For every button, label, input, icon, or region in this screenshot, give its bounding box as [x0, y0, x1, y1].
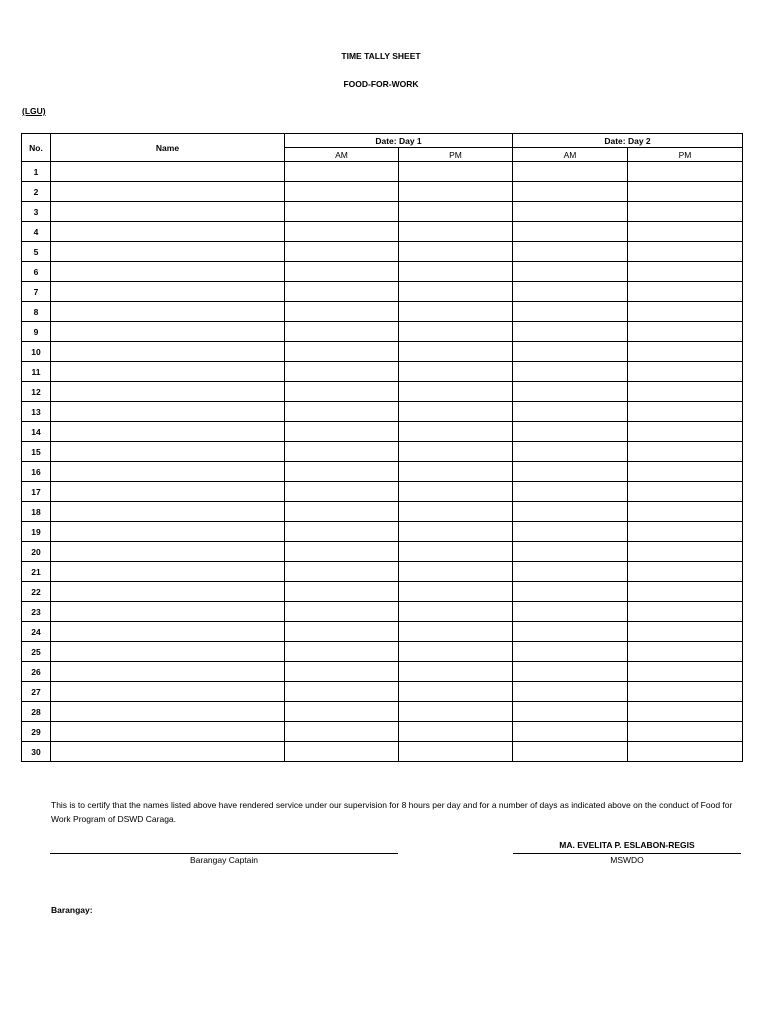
name-cell[interactable]	[51, 422, 285, 442]
row-number: 8	[22, 302, 51, 322]
day2-pm-cell[interactable]	[628, 262, 743, 282]
day2-am-cell[interactable]	[513, 182, 628, 202]
day1-am-cell[interactable]	[285, 442, 399, 462]
table-row	[22, 402, 743, 422]
day1-pm-cell[interactable]	[399, 342, 513, 362]
column-header-day1-am: AM	[285, 148, 399, 162]
day1-pm-cell[interactable]	[399, 442, 513, 462]
table-row	[22, 302, 743, 322]
day2-pm-cell[interactable]	[628, 482, 743, 502]
name-cell[interactable]	[51, 722, 285, 742]
name-cell[interactable]	[51, 402, 285, 422]
row-number: 18	[22, 502, 51, 522]
row-number: 19	[22, 522, 51, 542]
day1-am-cell[interactable]	[285, 342, 399, 362]
day1-pm-cell[interactable]	[399, 502, 513, 522]
day2-am-cell[interactable]	[513, 342, 628, 362]
day1-am-cell[interactable]	[285, 602, 399, 622]
name-cell[interactable]	[51, 642, 285, 662]
name-cell[interactable]	[51, 662, 285, 682]
mswdo-label: MSWDO	[610, 855, 644, 865]
name-cell[interactable]	[51, 182, 285, 202]
name-cell[interactable]	[51, 322, 285, 342]
day2-am-cell[interactable]	[513, 562, 628, 582]
day2-pm-cell[interactable]	[628, 242, 743, 262]
table-row	[22, 502, 743, 522]
day1-am-cell[interactable]	[285, 702, 399, 722]
day2-pm-cell[interactable]	[628, 322, 743, 342]
mswdo-signature-line	[513, 853, 741, 854]
day2-am-cell[interactable]	[513, 242, 628, 262]
day2-am-cell[interactable]	[513, 362, 628, 382]
row-number: 17	[22, 482, 51, 502]
name-cell[interactable]	[51, 542, 285, 562]
day2-pm-cell[interactable]	[628, 742, 743, 762]
day2-am-cell[interactable]	[513, 602, 628, 622]
day2-pm-cell[interactable]	[628, 502, 743, 522]
day1-am-cell[interactable]	[285, 462, 399, 482]
day2-pm-cell[interactable]	[628, 402, 743, 422]
day1-am-cell[interactable]	[285, 282, 399, 302]
table-row	[22, 382, 743, 402]
day2-pm-cell[interactable]	[628, 662, 743, 682]
name-cell[interactable]	[51, 502, 285, 522]
day1-pm-cell[interactable]	[399, 362, 513, 382]
day1-am-cell[interactable]	[285, 182, 399, 202]
name-cell[interactable]	[51, 522, 285, 542]
day1-pm-cell[interactable]	[399, 422, 513, 442]
row-number: 21	[22, 562, 51, 582]
day1-am-cell[interactable]	[285, 242, 399, 262]
day1-pm-cell[interactable]	[399, 222, 513, 242]
table-row	[22, 722, 743, 742]
name-cell[interactable]	[51, 362, 285, 382]
name-cell[interactable]	[51, 342, 285, 362]
document-title: TIME TALLY SHEET	[341, 51, 421, 61]
day1-am-cell[interactable]	[285, 562, 399, 582]
day2-pm-cell[interactable]	[628, 202, 743, 222]
day1-pm-cell[interactable]	[399, 742, 513, 762]
table-row	[22, 182, 743, 202]
row-number: 28	[22, 702, 51, 722]
day1-pm-cell[interactable]	[399, 322, 513, 342]
column-header-no: No.	[22, 134, 51, 162]
day1-pm-cell[interactable]	[399, 262, 513, 282]
row-number: 15	[22, 442, 51, 462]
name-cell[interactable]	[51, 442, 285, 462]
day2-pm-cell[interactable]	[628, 562, 743, 582]
row-number: 3	[22, 202, 51, 222]
day2-am-cell[interactable]	[513, 422, 628, 442]
name-cell[interactable]	[51, 622, 285, 642]
day2-am-cell[interactable]	[513, 582, 628, 602]
day2-am-cell[interactable]	[513, 302, 628, 322]
mswdo-name: MA. EVELITA P. ESLABON-REGIS	[559, 840, 695, 850]
row-number: 4	[22, 222, 51, 242]
day2-am-cell[interactable]	[513, 682, 628, 702]
day1-pm-cell[interactable]	[399, 462, 513, 482]
row-number: 9	[22, 322, 51, 342]
row-number: 5	[22, 242, 51, 262]
day2-am-cell[interactable]	[513, 202, 628, 222]
row-number: 12	[22, 382, 51, 402]
day1-am-cell[interactable]	[285, 382, 399, 402]
row-number: 27	[22, 682, 51, 702]
day2-am-cell[interactable]	[513, 622, 628, 642]
day1-am-cell[interactable]	[285, 662, 399, 682]
table-row	[22, 202, 743, 222]
day2-am-cell[interactable]	[513, 462, 628, 482]
table-row	[22, 282, 743, 302]
row-number: 20	[22, 542, 51, 562]
day2-pm-cell[interactable]	[628, 362, 743, 382]
name-cell[interactable]	[51, 302, 285, 322]
document-subtitle: FOOD-FOR-WORK	[343, 79, 419, 89]
day2-am-cell[interactable]	[513, 722, 628, 742]
day1-am-cell[interactable]	[285, 362, 399, 382]
day1-pm-cell[interactable]	[399, 582, 513, 602]
name-cell[interactable]	[51, 202, 285, 222]
row-number: 30	[22, 742, 51, 762]
name-cell[interactable]	[51, 462, 285, 482]
day2-pm-cell[interactable]	[628, 642, 743, 662]
day1-am-cell[interactable]	[285, 682, 399, 702]
table-row	[22, 222, 743, 242]
day1-am-cell[interactable]	[285, 202, 399, 222]
certification-text: This is to certify that the names listed above have rendered service under our supervision for 8 hours per day and for a number of days as indicated above on the conduct of Food for Work Program of DSWD Caraga.	[51, 800, 733, 824]
name-cell[interactable]	[51, 262, 285, 282]
day1-am-cell[interactable]	[285, 262, 399, 282]
day2-am-cell[interactable]	[513, 262, 628, 282]
day1-pm-cell[interactable]	[399, 642, 513, 662]
day2-pm-cell[interactable]	[628, 602, 743, 622]
tally-body	[22, 162, 743, 762]
day1-pm-cell[interactable]	[399, 662, 513, 682]
column-header-day2: Date: Day 2	[513, 134, 743, 148]
day2-am-cell[interactable]	[513, 542, 628, 562]
row-number: 1	[22, 162, 51, 182]
row-number: 25	[22, 642, 51, 662]
day2-am-cell[interactable]	[513, 522, 628, 542]
table-row	[22, 422, 743, 442]
table-row	[22, 322, 743, 342]
name-cell[interactable]	[51, 482, 285, 502]
day2-pm-cell[interactable]	[628, 162, 743, 182]
day1-pm-cell[interactable]	[399, 542, 513, 562]
tally-table	[21, 133, 743, 762]
day2-pm-cell[interactable]	[628, 462, 743, 482]
table-row	[22, 562, 743, 582]
name-cell[interactable]	[51, 602, 285, 622]
table-row	[22, 542, 743, 562]
day1-am-cell[interactable]	[285, 622, 399, 642]
day1-am-cell[interactable]	[285, 742, 399, 762]
row-number: 13	[22, 402, 51, 422]
day1-am-cell[interactable]	[285, 422, 399, 442]
day2-pm-cell[interactable]	[628, 342, 743, 362]
column-header-day1-pm: PM	[399, 148, 513, 162]
day2-am-cell[interactable]	[513, 502, 628, 522]
day2-pm-cell[interactable]	[628, 582, 743, 602]
day2-pm-cell[interactable]	[628, 542, 743, 562]
day1-pm-cell[interactable]	[399, 522, 513, 542]
day1-pm-cell[interactable]	[399, 562, 513, 582]
day2-pm-cell[interactable]	[628, 722, 743, 742]
column-header-day2-pm: PM	[628, 148, 743, 162]
day1-pm-cell[interactable]	[399, 602, 513, 622]
row-number: 11	[22, 362, 51, 382]
row-number: 29	[22, 722, 51, 742]
day1-am-cell[interactable]	[285, 302, 399, 322]
name-cell[interactable]	[51, 562, 285, 582]
day1-pm-cell[interactable]	[399, 702, 513, 722]
day2-pm-cell[interactable]	[628, 702, 743, 722]
table-row	[22, 522, 743, 542]
day1-am-cell[interactable]	[285, 542, 399, 562]
table-row	[22, 442, 743, 462]
day2-am-cell[interactable]	[513, 482, 628, 502]
name-cell[interactable]	[51, 222, 285, 242]
day1-am-cell[interactable]	[285, 402, 399, 422]
lgu-label: (LGU)	[22, 106, 46, 116]
name-cell[interactable]	[51, 382, 285, 402]
day1-am-cell[interactable]	[285, 502, 399, 522]
table-row	[22, 242, 743, 262]
barangay-captain-signature-line	[50, 853, 398, 854]
day2-pm-cell[interactable]	[628, 442, 743, 462]
day1-am-cell[interactable]	[285, 322, 399, 342]
day1-pm-cell[interactable]	[399, 202, 513, 222]
day2-am-cell[interactable]	[513, 162, 628, 182]
day2-pm-cell[interactable]	[628, 382, 743, 402]
day2-am-cell[interactable]	[513, 442, 628, 462]
row-number: 26	[22, 662, 51, 682]
day2-am-cell[interactable]	[513, 662, 628, 682]
day1-am-cell[interactable]	[285, 642, 399, 662]
day2-pm-cell[interactable]	[628, 522, 743, 542]
table-row	[22, 162, 743, 182]
name-cell[interactable]	[51, 702, 285, 722]
row-number: 16	[22, 462, 51, 482]
day1-am-cell[interactable]	[285, 482, 399, 502]
row-number: 10	[22, 342, 51, 362]
row-number: 24	[22, 622, 51, 642]
name-cell[interactable]	[51, 682, 285, 702]
day1-pm-cell[interactable]	[399, 162, 513, 182]
barangay-label: Barangay:	[51, 905, 93, 915]
day1-am-cell[interactable]	[285, 522, 399, 542]
day1-pm-cell[interactable]	[399, 382, 513, 402]
day1-pm-cell[interactable]	[399, 482, 513, 502]
day2-am-cell[interactable]	[513, 402, 628, 422]
row-number: 23	[22, 602, 51, 622]
table-row	[22, 642, 743, 662]
name-cell[interactable]	[51, 242, 285, 262]
column-header-day1: Date: Day 1	[285, 134, 513, 148]
row-number: 14	[22, 422, 51, 442]
table-row	[22, 342, 743, 362]
day1-pm-cell[interactable]	[399, 302, 513, 322]
table-row	[22, 582, 743, 602]
row-number: 2	[22, 182, 51, 202]
column-header-day2-am: AM	[513, 148, 628, 162]
day1-am-cell[interactable]	[285, 722, 399, 742]
day1-am-cell[interactable]	[285, 162, 399, 182]
table-row	[22, 662, 743, 682]
column-header-name: Name	[51, 134, 285, 162]
day1-pm-cell[interactable]	[399, 242, 513, 262]
day2-pm-cell[interactable]	[628, 182, 743, 202]
name-cell[interactable]	[51, 582, 285, 602]
table-row	[22, 702, 743, 722]
day2-pm-cell[interactable]	[628, 422, 743, 442]
day2-am-cell[interactable]	[513, 322, 628, 342]
day2-pm-cell[interactable]	[628, 302, 743, 322]
day2-am-cell[interactable]	[513, 742, 628, 762]
table-row	[22, 262, 743, 282]
barangay-captain-label: Barangay Captain	[189, 855, 259, 865]
day2-pm-cell[interactable]	[628, 622, 743, 642]
day2-am-cell[interactable]	[513, 222, 628, 242]
table-row	[22, 482, 743, 502]
day1-pm-cell[interactable]	[399, 722, 513, 742]
day1-pm-cell[interactable]	[399, 282, 513, 302]
row-number: 22	[22, 582, 51, 602]
day1-pm-cell[interactable]	[399, 402, 513, 422]
day2-pm-cell[interactable]	[628, 222, 743, 242]
day2-pm-cell[interactable]	[628, 282, 743, 302]
day2-am-cell[interactable]	[513, 642, 628, 662]
name-cell[interactable]	[51, 282, 285, 302]
name-cell[interactable]	[51, 742, 285, 762]
table-row	[22, 362, 743, 382]
table-row	[22, 682, 743, 702]
day1-pm-cell[interactable]	[399, 682, 513, 702]
name-cell[interactable]	[51, 162, 285, 182]
day2-pm-cell[interactable]	[628, 682, 743, 702]
day2-am-cell[interactable]	[513, 382, 628, 402]
day2-am-cell[interactable]	[513, 282, 628, 302]
table-row	[22, 462, 743, 482]
table-row	[22, 602, 743, 622]
day1-am-cell[interactable]	[285, 582, 399, 602]
table-row	[22, 622, 743, 642]
row-number: 6	[22, 262, 51, 282]
day1-am-cell[interactable]	[285, 222, 399, 242]
table-row	[22, 742, 743, 762]
day1-pm-cell[interactable]	[399, 622, 513, 642]
day1-pm-cell[interactable]	[399, 182, 513, 202]
row-number: 7	[22, 282, 51, 302]
day2-am-cell[interactable]	[513, 702, 628, 722]
